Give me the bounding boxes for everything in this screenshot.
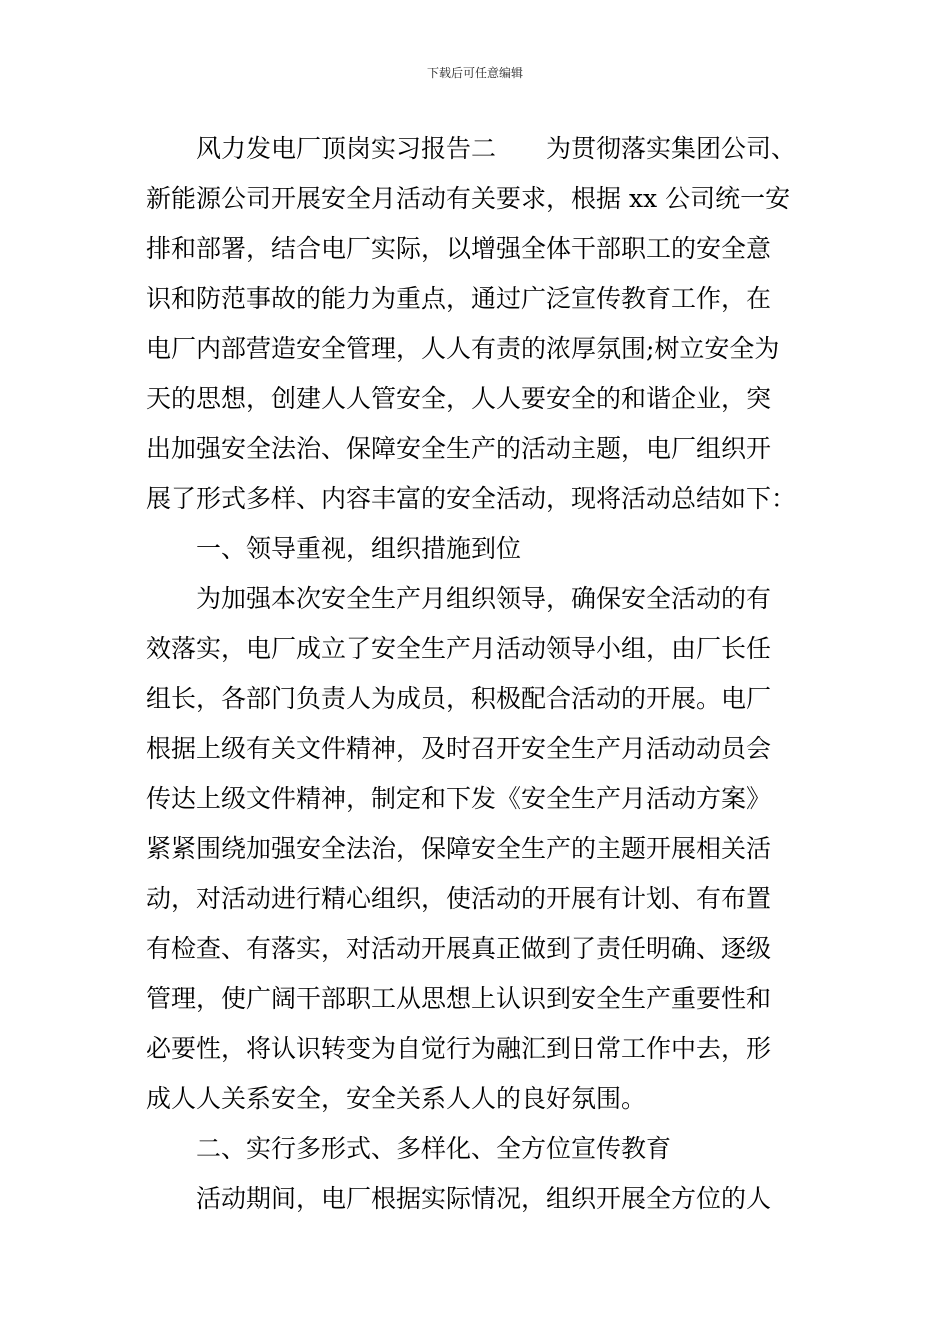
text-line: 展了形式多样、内容丰富的安全活动，现将活动总结如下： [146, 484, 797, 513]
text-line: 组长，各部门负责人为成员，积极配合活动的开展。电厂 [146, 684, 772, 713]
text-line: 成人人关系安全，安全关系人人的良好氛围。 [146, 1084, 647, 1113]
text-line: 紧紧围绕加强安全法治，保障安全生产的主题开展相关活 [146, 834, 772, 863]
text-line: 管理，使广阔干部职工从思想上认识到安全生产重要性和 [146, 984, 772, 1013]
text-line: 风力发电厂顶岗实习报告二 为贯彻落实集团公司、 [196, 134, 797, 163]
section-heading: 二、实行多形式、多样化、全方位宣传教育 [196, 1134, 672, 1163]
text-line: 电厂内部营造安全管理，人人有责的浓厚氛围;树立安全为 [146, 334, 780, 363]
text-line: 有检查、有落实，对活动开展真正做到了责任明确、逐级 [146, 934, 772, 963]
text-line: 传达上级文件精神，制定和下发《安全生产月活动方案》 [146, 784, 772, 813]
section-heading: 一、领导重视，组织措施到位 [196, 534, 522, 563]
text-line: 新能源公司开展安全月活动有关要求，根据 xx 公司统一安 [146, 184, 791, 213]
text-line: 出加强安全法治、保障安全生产的活动主题，电厂组织开 [146, 434, 772, 463]
page-header-note: 下载后可任意编辑 [426, 66, 523, 80]
text-line: 天的思想，创建人人管安全，人人要安全的和谐企业，突 [146, 384, 772, 413]
text-line: 为加强本次安全生产月组织领导，确保安全活动的有 [196, 584, 772, 613]
document-body [146, 124, 811, 1224]
text-line: 动，对活动进行精心组织，使活动的开展有计划、有布置 [146, 884, 772, 913]
text-line: 活动期间，电厂根据实际情况，组织开展全方位的人 [196, 1184, 772, 1213]
text-line: 必要性，将认识转变为自觉行为融汇到日常工作中去，形 [146, 1034, 772, 1063]
text-line: 根据上级有关文件精神，及时召开安全生产月活动动员会 [146, 734, 772, 763]
text-line: 识和防范事故的能力为重点，通过广泛宣传教育工作，在 [146, 284, 772, 313]
text-line: 效落实，电厂成立了安全生产月活动领导小组，由厂长任 [146, 634, 772, 663]
text-line: 排和部署，结合电厂实际，以增强全体干部职工的安全意 [146, 234, 772, 263]
